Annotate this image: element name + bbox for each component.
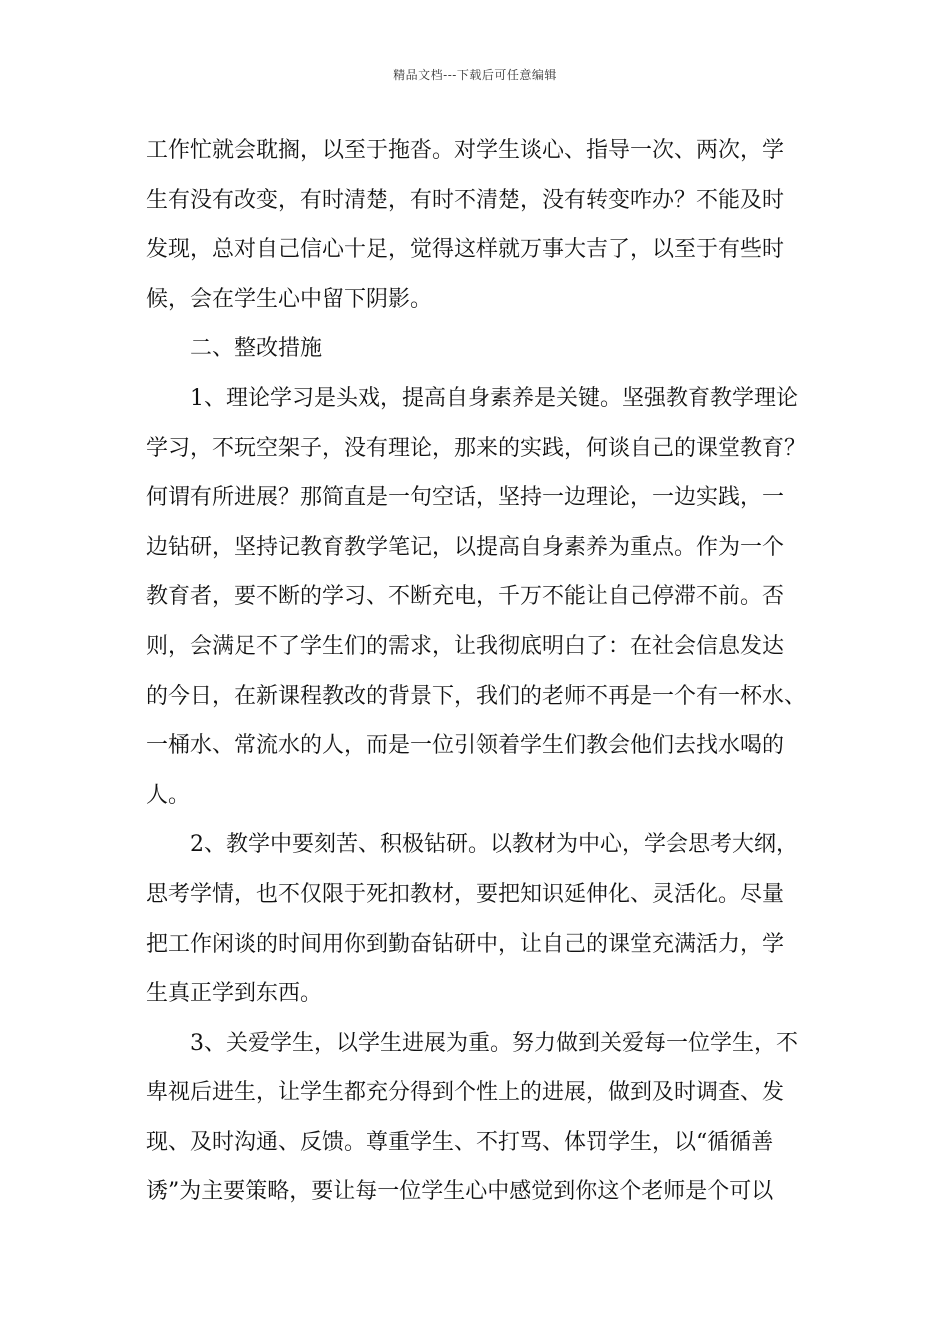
text-line: 的今日，在新课程教改的背景下，我们的老师不再是一个有一杯水、 [146, 683, 807, 709]
text-line: 思考学情，也不仅限于死扣教材，要把知识延伸化、灵活化。尽量 [146, 881, 785, 907]
text-line: 学习，不玩空架子，没有理论，那来的实践，何谈自己的课堂教育？ [146, 435, 807, 461]
text-line: 何谓有所进展？那简直是一句空话，坚持一边理论，一边实践，一 [146, 485, 785, 511]
text-line: 则，会满足不了学生们的需求，让我彻底明白了：在社会信息发达 [146, 633, 785, 659]
text-line: 生有没有改变，有时清楚，有时不清楚，没有转变咋办？不能及时 [146, 187, 785, 213]
text-line: 人。 [146, 782, 191, 808]
text-line: 生真正学到东西。 [146, 981, 323, 1007]
text-line: 教育者，要不断的学习、不断充电，千万不能让自己停滞不前。否 [146, 584, 785, 610]
text-line: 发现，总对自己信心十足，觉得这样就万事大吉了，以至于有些时 [146, 237, 785, 263]
text-line: 候，会在学生心中留下阴影。 [146, 286, 433, 312]
text-line: 一桶水、常流水的人，而是一位引领着学生们教会他们去找水喝的 [146, 733, 785, 759]
page-header: 精品文档---下载后可任意编辑 [393, 68, 557, 82]
text-line: 3、关爱学生，以学生进展为重。努力做到关爱每一位学生，不 [190, 1030, 798, 1056]
document-body [146, 126, 810, 1217]
text-line: 边钻研，坚持记教育教学笔记，以提高自身素养为重点。作为一个 [146, 534, 785, 560]
text-line: 诱”为主要策略，要让每一位学生心中感觉到你这个老师是个可以 [146, 1179, 774, 1205]
section-heading: 二、整改措施 [190, 336, 323, 362]
text-line: 工作忙就会耽搁，以至于拖沓。对学生谈心、指导一次、两次，学 [146, 138, 785, 163]
text-line: 1、理论学习是头戏，提高自身素养是关键。坚强教育教学理论 [190, 385, 798, 411]
text-line: 卑视后进生，让学生都充分得到个性上的进展，做到及时调查、发 [146, 1080, 785, 1106]
text-line: 把工作闲谈的时间用你到勤奋钻研中，让自己的课堂充满活力，学 [146, 931, 785, 957]
text-line: 现、及时沟通、反馈。尊重学生、不打骂、体罚学生，以“循循善 [146, 1129, 774, 1155]
text-line: 2、教学中要刻苦、积极钻研。以教材为中心，学会思考大纲， [190, 832, 798, 858]
